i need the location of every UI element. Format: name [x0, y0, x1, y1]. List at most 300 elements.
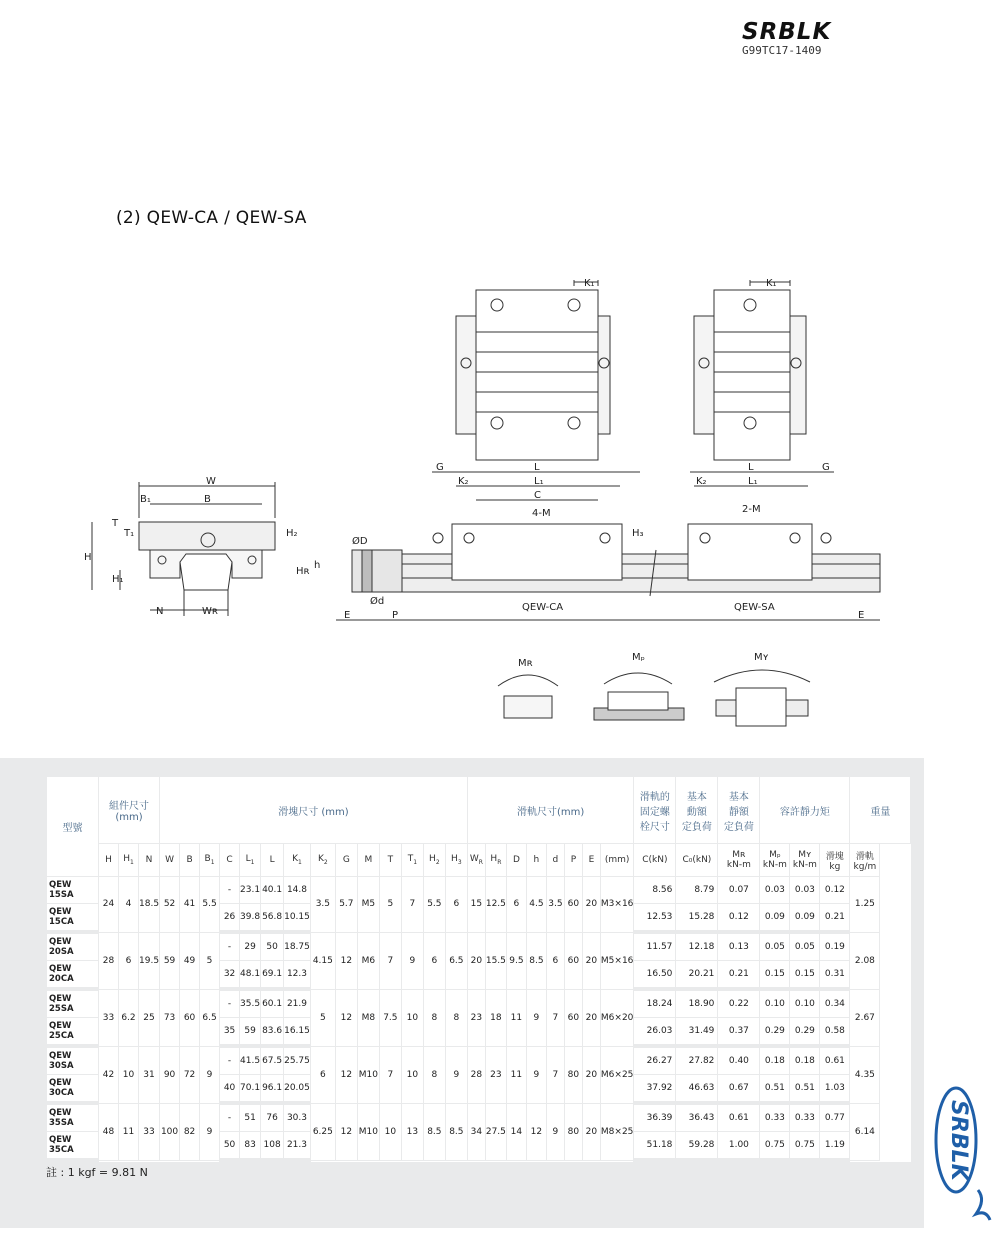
cell-my: 0.51 [790, 1075, 820, 1104]
col-static: 基本 靜額 定負荷 [718, 777, 760, 844]
cell-l1: 70.1 [240, 1075, 261, 1104]
cell-e: 20 [582, 877, 600, 933]
cell-d: 6 [506, 877, 526, 933]
cell-mr: 0.07 [718, 877, 760, 904]
cell-cdyn: 26.03 [634, 1018, 676, 1047]
label-P: P [392, 610, 399, 621]
cell-l1: 83 [240, 1132, 261, 1161]
cell-hr: 23 [485, 1046, 506, 1103]
cell-kg: 0.12 [820, 877, 850, 904]
label-H3: H₃ [632, 528, 644, 539]
cell-b: 60 [180, 989, 200, 1046]
cell-cdyn: 36.39 [634, 1103, 676, 1132]
cell-d: 9 [546, 1103, 564, 1160]
cell-l1: 41.5 [240, 1046, 261, 1075]
cell-my: 0.33 [790, 1103, 820, 1132]
cell-t: 10 [379, 1103, 401, 1160]
cell-m: M10 [357, 1046, 379, 1103]
cell-h: 4.5 [526, 877, 546, 933]
cell-model: QEW 15SA [47, 877, 99, 904]
cell-cdyn: 51.18 [634, 1132, 676, 1161]
cell-mp: 0.51 [760, 1075, 790, 1104]
cell-cdyn: 18.24 [634, 989, 676, 1018]
cell-model: QEW 20SA [47, 932, 99, 961]
cell-p: 80 [564, 1103, 582, 1160]
cell-mr: 0.40 [718, 1046, 760, 1075]
cell-n: 31 [139, 1046, 160, 1103]
cell-l: 69.1 [261, 961, 284, 990]
label-L1-sa: L₁ [748, 476, 758, 487]
cell-d: 14 [506, 1103, 526, 1160]
cell-mr: 0.12 [718, 904, 760, 933]
cell-k1: 16.15 [284, 1018, 311, 1047]
sub-rail-kgm [850, 844, 880, 877]
cell-h: 24 [99, 877, 119, 933]
cell-d: 11 [506, 989, 526, 1046]
footnote: 註 : 1 kgf = 9.81 N [46, 1166, 148, 1179]
cell-b: 72 [180, 1046, 200, 1103]
cell-h2: 6 [423, 932, 445, 989]
cell-kg: 0.77 [820, 1103, 850, 1132]
cell-kg: 0.34 [820, 989, 850, 1018]
sub-P: P [564, 844, 582, 877]
cell-t1: 9 [401, 932, 423, 989]
cell-k1: 30.3 [284, 1103, 311, 1132]
cell-wr: 15 [467, 877, 485, 933]
cell-c0: 46.63 [676, 1075, 718, 1104]
cell-h1: 4 [119, 877, 139, 933]
sub-T: T [379, 844, 401, 877]
cell-h1: 6 [119, 932, 139, 989]
cell-my: 0.03 [790, 877, 820, 904]
cell-mr: 0.13 [718, 932, 760, 961]
sub-HR: $H_R$ [485, 844, 506, 877]
cell-p: 60 [564, 932, 582, 989]
cell-l1: 39.8 [240, 904, 261, 933]
sub-T1: $T_1$ [401, 844, 423, 877]
label-h: h [314, 560, 321, 571]
logo-calligraphy-icon [976, 1190, 990, 1220]
cell-rail-kgm: 6.14 [850, 1103, 880, 1160]
cell-mp: 0.05 [760, 932, 790, 961]
label-H: H [84, 552, 92, 563]
cell-model: QEW 35CA [47, 1132, 99, 1161]
col-rail: 滑軌尺寸(mm) [467, 777, 634, 844]
cell-b1: 6.5 [200, 989, 220, 1046]
cell-h3: 8.5 [445, 1103, 467, 1160]
label-C: C [534, 490, 541, 501]
cell-kg: 0.21 [820, 904, 850, 933]
cell-model: QEW 25CA [47, 1018, 99, 1047]
sub-WR: $W_R$ [467, 844, 485, 877]
cell-k2: 4.15 [310, 932, 335, 989]
cell-l1: 51 [240, 1103, 261, 1132]
brand-logo: SRBLK [742, 19, 832, 45]
cell-k2: 6.25 [310, 1103, 335, 1160]
cell-d: 7 [546, 1046, 564, 1103]
cell-h2: 8.5 [423, 1103, 445, 1160]
cell-l: 60.1 [261, 989, 284, 1018]
table-row [47, 1103, 911, 1132]
cell-h: 33 [99, 989, 119, 1046]
cell-p: 60 [564, 877, 582, 933]
cell-k2: 5 [310, 989, 335, 1046]
cell-hr: 12.5 [485, 877, 506, 933]
cell-l1: 59 [240, 1018, 261, 1047]
label-4M: 4-M [532, 508, 551, 519]
cell-k1: 18.75 [284, 932, 311, 961]
cell-t: 7 [379, 1046, 401, 1103]
cell-h2: 5.5 [423, 877, 445, 933]
cell-c: - [220, 989, 240, 1018]
cell-cdyn: 16.50 [634, 961, 676, 990]
label-d: Ød [370, 596, 385, 607]
sub-H1: $H_1$ [119, 844, 139, 877]
cell-k1: 21.9 [284, 989, 311, 1018]
cell-mp: 0.10 [760, 989, 790, 1018]
cell-kg: 0.61 [820, 1046, 850, 1075]
cell-h2: 8 [423, 989, 445, 1046]
col-block: 滑塊尺寸 (mm) [160, 777, 468, 844]
cell-mr: 0.61 [718, 1103, 760, 1132]
cell-n: 19.5 [139, 932, 160, 989]
catalog-code: G99TC17-1409 [742, 44, 822, 57]
cell-c0: 59.28 [676, 1132, 718, 1161]
cell-g: 12 [335, 989, 357, 1046]
cell-l1: 35.5 [240, 989, 261, 1018]
cell-c: - [220, 1103, 240, 1132]
label-2M: 2-M [742, 504, 761, 515]
cell-mp: 0.29 [760, 1018, 790, 1047]
cell-model: QEW 20CA [47, 961, 99, 990]
cell-hr: 15.5 [485, 932, 506, 989]
cell-model: QEW 25SA [47, 989, 99, 1018]
label-G-left: G [436, 462, 444, 473]
cell-h3: 8 [445, 989, 467, 1046]
cell-b: 82 [180, 1103, 200, 1160]
cell-rail-kgm: 4.35 [850, 1046, 880, 1103]
cell-w: 73 [160, 989, 180, 1046]
label-K2-ca: K₂ [458, 476, 469, 487]
cell-k1: 12.3 [284, 961, 311, 990]
cell-l: 56.8 [261, 904, 284, 933]
cell-b1: 9 [200, 1103, 220, 1160]
cell-wr: 34 [467, 1103, 485, 1160]
cell-g: 12 [335, 932, 357, 989]
cell-cdyn: 12.53 [634, 904, 676, 933]
label-H1: H₁ [112, 574, 124, 585]
cell-g: 5.7 [335, 877, 357, 933]
label-L1-ca: L₁ [534, 476, 544, 487]
sub-h: h [526, 844, 546, 877]
cell-c: 32 [220, 961, 240, 990]
cell-m: M10 [357, 1103, 379, 1160]
sub-MR-head: Mʀ [732, 850, 746, 860]
cell-l: 40.1 [261, 877, 284, 904]
sub-H2: $H_2$ [423, 844, 445, 877]
cell-k2: 3.5 [310, 877, 335, 933]
cell-mp: 0.33 [760, 1103, 790, 1132]
sub-block-kg [820, 844, 850, 877]
label-T1: T₁ [124, 528, 135, 539]
cell-my: 0.10 [790, 989, 820, 1018]
cell-c: 35 [220, 1018, 240, 1047]
cell-h: 9 [526, 1046, 546, 1103]
cell-kg: 0.19 [820, 932, 850, 961]
cell-t: 7.5 [379, 989, 401, 1046]
sub-kgm-unit: kg/m [853, 861, 877, 872]
cell-c0: 27.82 [676, 1046, 718, 1075]
cell-h3: 9 [445, 1046, 467, 1103]
cell-b: 49 [180, 932, 200, 989]
cell-cdyn: 11.57 [634, 932, 676, 961]
cell-k1: 14.8 [284, 877, 311, 904]
sub-d: d [546, 844, 564, 877]
cell-b1: 5 [200, 932, 220, 989]
cell-mr: 0.22 [718, 989, 760, 1018]
cell-h3: 6.5 [445, 932, 467, 989]
sub-K2: $K_2$ [310, 844, 335, 877]
col-weight: 重量 [850, 777, 911, 844]
cell-l1: 23.1 [240, 877, 261, 904]
cell-e: 20 [582, 989, 600, 1046]
cell-p: 60 [564, 989, 582, 1046]
cell-l: 76 [261, 1103, 284, 1132]
cell-wr: 20 [467, 932, 485, 989]
cell-t1: 10 [401, 1046, 423, 1103]
label-W: W [206, 476, 216, 487]
cell-kg: 0.31 [820, 961, 850, 990]
sub-MP-unit: kN-m [762, 860, 787, 870]
cell-m: M8 [357, 989, 379, 1046]
cell-k1: 10.15 [284, 904, 311, 933]
label-K2-sa: K₂ [696, 476, 707, 487]
cell-l: 96.1 [261, 1075, 284, 1104]
cell-wr: 23 [467, 989, 485, 1046]
sub-MR-unit: kN-m [726, 860, 751, 870]
sub-MY [790, 844, 820, 877]
sub-c0kn: C₀(kN) [676, 844, 718, 877]
cell-kg: 1.03 [820, 1075, 850, 1104]
cell-h: 8.5 [526, 932, 546, 989]
rail-side-view [336, 472, 880, 620]
cell-mr: 0.67 [718, 1075, 760, 1104]
sub-rail-label: 滑軌 [855, 851, 874, 862]
cell-t1: 7 [401, 877, 423, 933]
label-K1-sa: K₁ [766, 278, 777, 289]
label-L-sa: L [748, 462, 754, 473]
cell-h: 28 [99, 932, 119, 989]
cell-w: 59 [160, 932, 180, 989]
col-moment: 容許靜力矩 [760, 777, 850, 844]
col-dynamic: 基本 動額 定負荷 [676, 777, 718, 844]
cell-d: 9.5 [506, 932, 526, 989]
caption-qew-sa: QEW-SA [734, 602, 775, 613]
sub-E: E [582, 844, 600, 877]
cell-k1: 25.75 [284, 1046, 311, 1075]
label-G-right: G [822, 462, 830, 473]
cell-bolt: M3×16 [600, 877, 633, 933]
cell-rail-kgm: 2.67 [850, 989, 880, 1046]
label-MP: Mₚ [632, 652, 645, 663]
cell-my: 0.15 [790, 961, 820, 990]
sub-C: C [220, 844, 240, 877]
sub-mm: (mm) [600, 844, 633, 877]
cell-c: 26 [220, 904, 240, 933]
cell-c0: 12.18 [676, 932, 718, 961]
spec-table [46, 776, 911, 1162]
cell-h: 48 [99, 1103, 119, 1160]
cell-b: 41 [180, 877, 200, 933]
cell-my: 0.05 [790, 932, 820, 961]
cell-my: 0.18 [790, 1046, 820, 1075]
cell-mr: 1.00 [718, 1132, 760, 1161]
cell-g: 12 [335, 1046, 357, 1103]
cell-hr: 18 [485, 989, 506, 1046]
table-row [47, 877, 911, 904]
label-WR: Wʀ [202, 606, 218, 617]
label-MR: Mʀ [518, 658, 533, 669]
cell-bolt: M6×20 [600, 989, 633, 1046]
moment-icons [498, 670, 810, 726]
front-view [92, 482, 275, 616]
cell-c: - [220, 1046, 240, 1075]
cell-k2: 6 [310, 1046, 335, 1103]
cell-t: 5 [379, 877, 401, 933]
cell-t: 7 [379, 932, 401, 989]
cell-d: 11 [506, 1046, 526, 1103]
cell-d: 7 [546, 989, 564, 1046]
cell-d: 3.5 [546, 877, 564, 933]
sub-K1: $K_1$ [284, 844, 311, 877]
sub-W: W [160, 844, 180, 877]
cell-l: 83.6 [261, 1018, 284, 1047]
sub-block-label: 滑塊 [825, 851, 844, 862]
cell-mp: 0.09 [760, 904, 790, 933]
cell-l1: 48.1 [240, 961, 261, 990]
cell-mp: 0.18 [760, 1046, 790, 1075]
col-model: 型號 [47, 777, 99, 877]
cell-c: 40 [220, 1075, 240, 1104]
cell-h1: 10 [119, 1046, 139, 1103]
cell-my: 0.09 [790, 904, 820, 933]
sub-ckn: C(kN) [634, 844, 676, 877]
cell-c0: 8.79 [676, 877, 718, 904]
cell-c0: 31.49 [676, 1018, 718, 1047]
cell-c: 50 [220, 1132, 240, 1161]
table-row [47, 1046, 911, 1075]
cell-h: 9 [526, 989, 546, 1046]
cell-b1: 9 [200, 1046, 220, 1103]
section-title: (2) QEW-CA / QEW-SA [116, 208, 307, 228]
table-row [47, 989, 911, 1018]
cell-t1: 10 [401, 989, 423, 1046]
sub-H: H [99, 844, 119, 877]
technical-drawings [0, 260, 1000, 740]
table-row [47, 932, 911, 961]
cell-model: QEW 30SA [47, 1046, 99, 1075]
cell-k1: 20.05 [284, 1075, 311, 1104]
cell-g: 12 [335, 1103, 357, 1160]
cell-bolt: M5×16 [600, 932, 633, 989]
label-B: B [204, 494, 211, 505]
label-E-right: E [858, 610, 865, 621]
cell-c: - [220, 877, 240, 904]
cell-l1: 29 [240, 932, 261, 961]
cell-cdyn: 26.27 [634, 1046, 676, 1075]
sub-MY-head: Mʏ [798, 850, 812, 860]
cell-w: 90 [160, 1046, 180, 1103]
sub-M: M [357, 844, 379, 877]
caption-qew-ca: QEW-CA [522, 602, 564, 613]
cell-c0: 36.43 [676, 1103, 718, 1132]
cell-c0: 20.21 [676, 961, 718, 990]
cell-n: 33 [139, 1103, 160, 1160]
cell-h2: 8 [423, 1046, 445, 1103]
cell-kg: 1.19 [820, 1132, 850, 1161]
label-B1: B₁ [140, 494, 151, 505]
cell-rail-kgm: 2.08 [850, 932, 880, 989]
col-assembly: 組件尺寸 (mm) [99, 777, 160, 844]
sub-B1: $B_1$ [200, 844, 220, 877]
label-N: N [156, 606, 164, 617]
cell-l: 108 [261, 1132, 284, 1161]
side-logo [928, 1080, 998, 1230]
sub-MR [718, 844, 760, 877]
cell-m: M5 [357, 877, 379, 933]
cell-e: 20 [582, 1046, 600, 1103]
cell-c0: 15.28 [676, 904, 718, 933]
sub-N: N [139, 844, 160, 877]
sub-MP-head: Mₚ [769, 850, 781, 860]
col-bolt: 滑軌的 固定螺 栓尺寸 [634, 777, 676, 844]
cell-rail-kgm: 1.25 [850, 877, 880, 933]
cell-model: QEW 15CA [47, 904, 99, 933]
sub-G: G [335, 844, 357, 877]
cell-l: 67.5 [261, 1046, 284, 1075]
cell-m: M6 [357, 932, 379, 989]
top-view-ca [456, 280, 610, 460]
cell-w: 52 [160, 877, 180, 933]
cell-wr: 28 [467, 1046, 485, 1103]
cell-my: 0.75 [790, 1132, 820, 1161]
cell-h1: 6.2 [119, 989, 139, 1046]
cell-bolt: M6×25 [600, 1046, 633, 1103]
cell-h: 42 [99, 1046, 119, 1103]
cell-e: 20 [582, 932, 600, 989]
cell-mp: 0.75 [760, 1132, 790, 1161]
cell-n: 25 [139, 989, 160, 1046]
cell-c: - [220, 932, 240, 961]
spec-table-body [47, 877, 911, 1161]
top-view-sa [694, 280, 806, 460]
cell-l: 50 [261, 932, 284, 961]
sub-MP [760, 844, 790, 877]
sub-L1: $L_1$ [240, 844, 261, 877]
sub-L: L [261, 844, 284, 877]
brand-block [742, 20, 852, 58]
label-H2: H₂ [286, 528, 298, 539]
cell-bolt: M8×25 [600, 1103, 633, 1160]
cell-p: 80 [564, 1046, 582, 1103]
label-T: T [112, 518, 119, 529]
sub-H3: $H_3$ [445, 844, 467, 877]
cell-model: QEW 35SA [47, 1103, 99, 1132]
cell-cdyn: 37.92 [634, 1075, 676, 1104]
sub-MY-unit: kN-m [792, 860, 817, 870]
cell-k1: 21.3 [284, 1132, 311, 1161]
cell-e: 20 [582, 1103, 600, 1160]
